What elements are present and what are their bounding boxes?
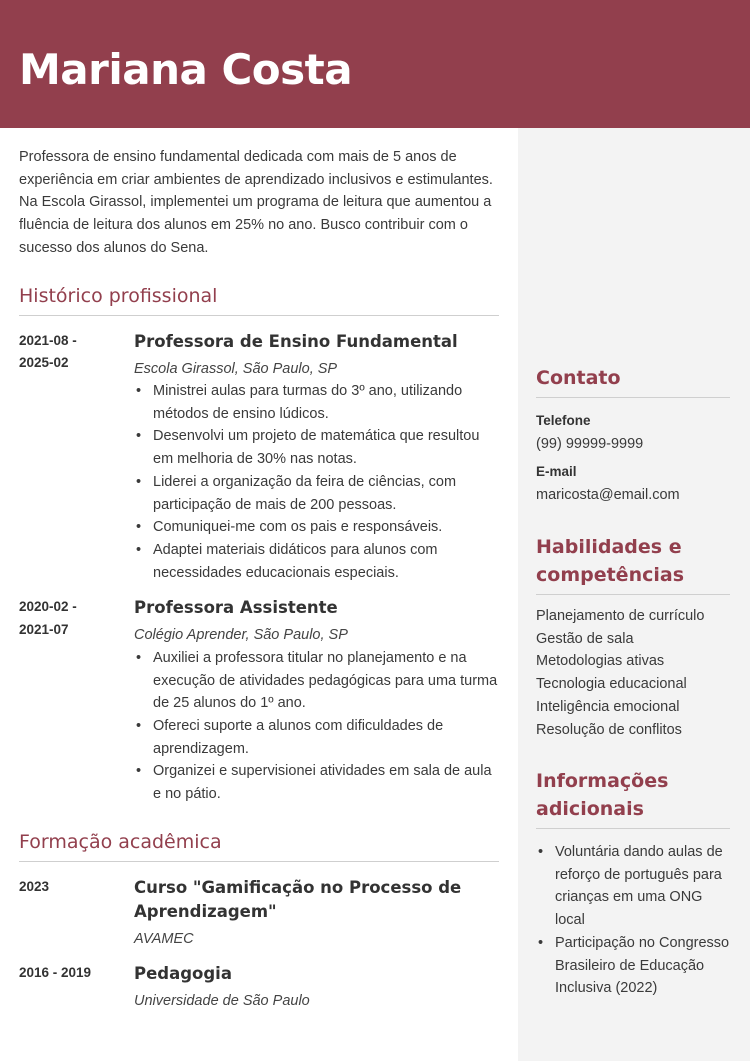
skills-title: Habilidades e competências [536,533,730,595]
main-column [19,146,499,1013]
job-role: Professora de Ensino Fundamental [134,331,458,351]
job-bullet: • Ministrei aulas para turmas do 3º ano, utilizando métodos de ensino lúdicos. [134,380,499,425]
job-org: Escola Girassol, São Paulo, SP [134,360,338,377]
job-bullet: • Ofereci suporte a alunos com dificuldades de aprendizagem. [134,715,499,760]
job-dates [19,330,134,585]
job-bullet: • Liderei a organização da feira de ciências, com participação de mais de 200 pessoas. [134,471,499,516]
education-section [19,828,499,1013]
contact-section [536,364,730,506]
job-role: Professora Assistente [134,598,338,618]
skill-item: Gestão de sala [536,630,634,647]
experience-title: Histórico profissional [19,282,499,316]
education-dates: 2023 [19,878,50,894]
job-dates [19,596,134,805]
contact-title: Contato [536,364,730,398]
skills-section [536,533,730,741]
skill-item: Planejamento de currículo [536,608,705,624]
email-label: E-mail [536,464,577,480]
job-bullet: • Comuniquei-me com os pais e responsáveis. [134,516,499,539]
phone-value: (99) 99999-9999 [536,435,644,452]
skill-item: Resolução de conflitos [536,721,682,738]
job-bullet: • Auxiliei a professora titular no planejamento e na execução de atividades pedagógicas para uma turma de 25 alunos do 1º ano. [134,647,499,715]
job-start: 2020-02 - [19,599,77,615]
job-bullet: • Adaptei materiais didáticos para alunos com necessidades educacionais especiais. [134,539,499,584]
education-title: Formação acadêmica [19,828,499,862]
email-value: maricosta@email.com [536,486,680,503]
job-bullet: • Organizei e supervisionei atividades em sala de aula e no pátio. [134,760,499,805]
experience-section [19,282,499,806]
education-course: Curso "Gamificação no Processo de Aprendizagem" [134,877,462,921]
phone-label: Telefone [536,413,591,428]
education-school: Universidade de São Paulo [134,993,310,1010]
job-end: 2025-02 [19,355,69,371]
job-bullet: • Desenvolvi um projeto de matemática que resultou em melhoria de 30% nas notas. [134,425,499,470]
job-org: Colégio Aprender, São Paulo, SP [134,627,348,644]
education-dates: 2016 - 2019 [19,965,92,981]
job-entry [19,596,499,805]
professional-summary: Professora de ensino fundamental dedicada com mais de 5 anos de experiência em criar ambientes de aprendizado inclusivos e estimulantes. Na Escola Girassol, implementei um programa de leitura que aumentou a fluência de leitura dos alunos em 25% no ano. Busco contribuir com o sucesso dos alunos do Sena. [19,149,493,256]
additional-list [536,841,730,1000]
job-start: 2021-08 - [19,332,77,348]
additional-item: • Voluntária dando aulas de reforço de português para crianças em uma ONG local [536,841,730,932]
job-bullets [134,380,499,584]
job-entry [19,330,499,585]
skill-item: Inteligência emocional [536,698,680,715]
additional-title: Informações adicionais [536,767,730,829]
additional-item: • Participação no Congresso Brasileiro de Educação Inclusiva (2022) [536,932,730,1000]
skill-item: Tecnologia educacional [536,676,687,693]
additional-section [536,767,730,1000]
job-bullets [134,647,499,806]
education-entry [19,962,499,1013]
skill-item: Metodologias ativas [536,653,665,670]
candidate-name: Mariana Costa [19,45,353,94]
education-school: AVAMEC [134,930,194,947]
job-end: 2021-07 [19,621,69,637]
education-entry [19,876,499,951]
header-banner [0,0,750,128]
education-course: Pedagogia [134,964,232,984]
